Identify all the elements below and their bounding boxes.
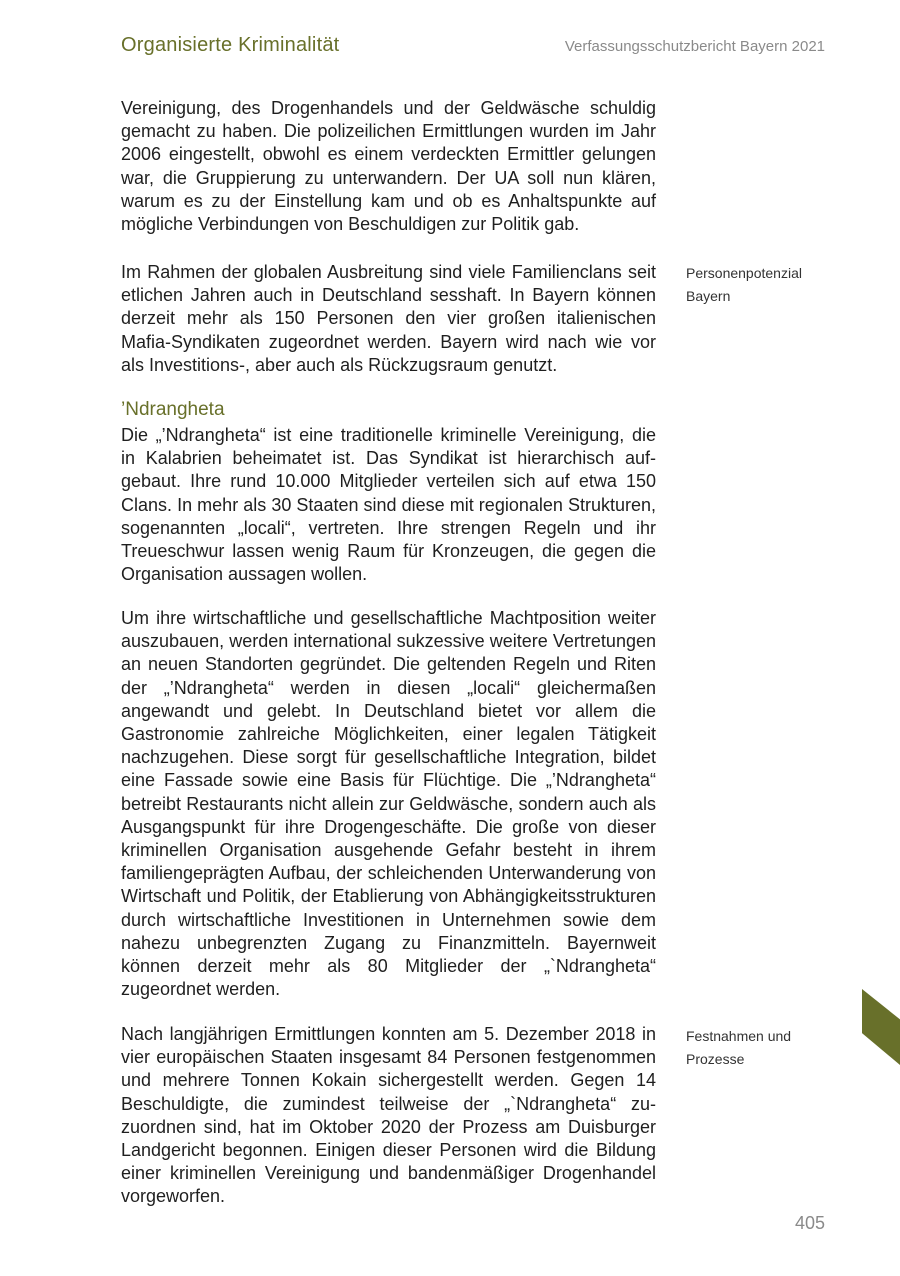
margin-note-line: Personenpotenzial bbox=[686, 265, 802, 281]
section-title: Organisierte Kriminalität bbox=[121, 34, 340, 56]
paragraph-2: Im Rahmen der globalen Ausbreitung sind viele Familienclans seit etlichen Jahren auch in Deutschland sesshaft. In Bayern können derzeit mehr als 150 Personen den vier großen italienischen Mafia-Syndikaten zugeordnet werden. Bayern wird nach wie vor als Investitions-, aber auch als Rückzugsraum genutzt. bbox=[121, 262, 656, 375]
chapter-tab-marker bbox=[862, 989, 900, 1065]
publication-title: Verfassungsschutzbericht Bayern 2021 bbox=[564, 38, 825, 55]
margin-note-line: Bayern bbox=[686, 288, 731, 304]
margin-note-line: Festnahmen und bbox=[686, 1028, 792, 1044]
paragraph-3: Die „’Ndrangheta“ ist eine traditionelle kriminelle Vereinigung, die in Kalabrien beheimatet ist. Das Syndikat ist hierarchisch aufgebaut. Ihre rund 10.000 Mitglieder verteilen sich auf etwa 150 Clans. In mehr als 30 Staaten sind diese mit regionalen Strukturen, sogenannten „locali“, vertreten. Ihre strengen Regeln und ihr Treueschwur lassen wenig Raum für Kronzeugen, die gegen die Organisation aussagen wollen. bbox=[121, 425, 656, 585]
paragraph-4: Um ihre wirtschaftliche und gesellschaftliche Machtposition weiter auszubauen, werden international sukzessive weitere Vertretungen an neuen Standorten gegründet. Die geltenden Regeln und Riten der „’Ndrangheta“ werden in diesen „locali“ gleichermaßen angewandt und gelebt. In Deutschland bietet vor allem die Gastronomie zahlreiche Möglichkeiten, einer legalen Tätigkeit nachzugehen. Diese sorgt für gesellschaftliche Integration, bildet eine Fassade sowie eine Basis für Flüchtige. Die „’Ndrangheta“ betreibt Restaurants nicht allein zur Geldwäsche, sondern auch als Ausgangspunkt für ihre Drogengeschäfte. Die große von dieser kriminellen Organisation ausgehende Gefahr besteht in ihrem familiengeprägten Aufbau, der schleichenden Unterwanderung von Wirtschaft und Politik, der Etablierung von Abhängigkeitsstrukturen durch wirtschaftliche Investitionen in Unternehmen sowie dem nahezu unbegrenzten Zugang zu Finanzmitteln. Bayernweit können derzeit mehr als 80 Mitglieder der „`Ndrangheta“ zugeordnet werden. bbox=[121, 608, 656, 1000]
section-heading: ’Ndrangheta bbox=[121, 399, 225, 420]
paragraph-5: Nach langjährigen Ermittlungen konnten am 5. Dezember 2018 in vier europäischen Staaten insgesamt 84 Personen festgenommen und mehrere Tonnen Kokain sichergestellt werden. Gegen 14 Beschuldigte, die zumindest teilweise der „`Ndrangheta“ zuzuordnen sind, hat im Oktober 2020 der Prozess am Duisburger Landgericht begonnen. Einigen dieser Personen wird die Bildung einer kriminellen Vereinigung und bandenmäßiger Drogenhandel vorgeworfen. bbox=[121, 1024, 656, 1207]
paragraph-1: Vereinigung, des Drogenhandels und der Geldwäsche schuldig gemacht zu haben. Die polizeilichen Ermittlungen wurden im Jahr 2006 eingestellt, obwohl es einem verdeckten Ermittler gelungen war, die Gruppierung zu unterwandern. Der UA soll nun klären, warum es zu der Einstellung kam und ob es Anhaltspunkte auf mögliche Verbindungen von Beschuldigen zur Politik gab. bbox=[121, 98, 656, 235]
margin-note-personenpotenzial bbox=[686, 262, 826, 308]
margin-note-line: Prozesse bbox=[686, 1051, 745, 1067]
page-number: 405 bbox=[794, 1213, 825, 1233]
margin-note-festnahmen bbox=[686, 1025, 826, 1071]
